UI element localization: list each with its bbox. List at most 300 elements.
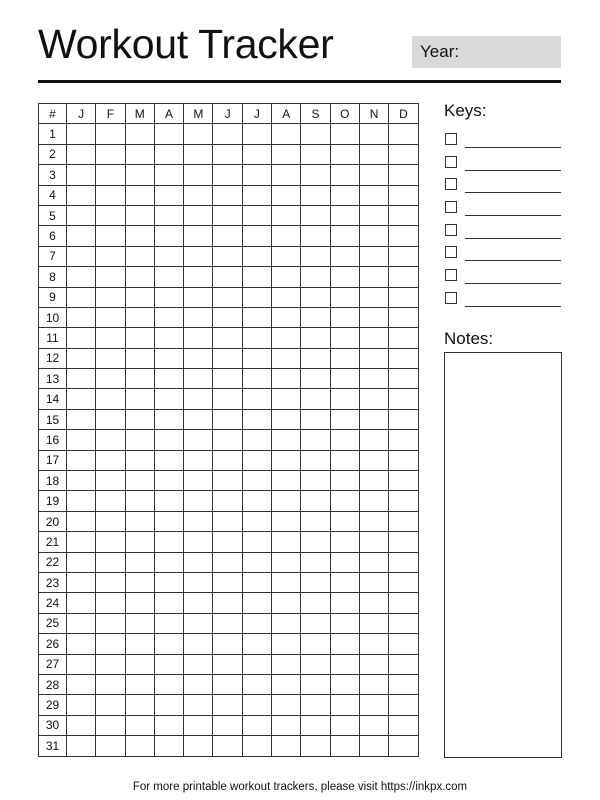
tracker-cell[interactable] — [184, 736, 213, 756]
tracker-cell[interactable] — [154, 613, 183, 633]
tracker-cell[interactable] — [184, 552, 213, 572]
tracker-cell[interactable] — [184, 348, 213, 368]
tracker-cell[interactable] — [389, 287, 418, 307]
tracker-cell[interactable] — [67, 471, 96, 491]
tracker-cell[interactable] — [389, 389, 418, 409]
tracker-cell[interactable] — [184, 715, 213, 735]
tracker-cell[interactable] — [359, 124, 388, 144]
key-checkbox[interactable] — [445, 224, 457, 236]
tracker-cell[interactable] — [359, 307, 388, 327]
tracker-cell[interactable] — [359, 552, 388, 572]
tracker-cell[interactable] — [301, 593, 330, 613]
tracker-cell[interactable] — [242, 450, 271, 470]
key-checkbox[interactable] — [445, 156, 457, 168]
tracker-cell[interactable] — [125, 369, 154, 389]
tracker-cell[interactable] — [330, 287, 359, 307]
tracker-cell[interactable] — [389, 511, 418, 531]
tracker-cell[interactable] — [67, 552, 96, 572]
tracker-cell[interactable] — [272, 736, 301, 756]
tracker-cell[interactable] — [389, 593, 418, 613]
tracker-cell[interactable] — [330, 511, 359, 531]
key-checkbox[interactable] — [445, 292, 457, 304]
tracker-cell[interactable] — [125, 185, 154, 205]
tracker-cell[interactable] — [301, 613, 330, 633]
tracker-cell[interactable] — [242, 409, 271, 429]
tracker-cell[interactable] — [184, 511, 213, 531]
tracker-cell[interactable] — [301, 124, 330, 144]
tracker-cell[interactable] — [242, 511, 271, 531]
tracker-cell[interactable] — [242, 389, 271, 409]
tracker-cell[interactable] — [301, 205, 330, 225]
tracker-cell[interactable] — [330, 491, 359, 511]
tracker-cell[interactable] — [213, 532, 242, 552]
tracker-cell[interactable] — [272, 348, 301, 368]
tracker-cell[interactable] — [125, 634, 154, 654]
tracker-cell[interactable] — [389, 634, 418, 654]
tracker-cell[interactable] — [154, 654, 183, 674]
tracker-cell[interactable] — [154, 674, 183, 694]
tracker-cell[interactable] — [213, 715, 242, 735]
tracker-cell[interactable] — [330, 695, 359, 715]
tracker-cell[interactable] — [154, 389, 183, 409]
tracker-cell[interactable] — [154, 736, 183, 756]
tracker-cell[interactable] — [359, 246, 388, 266]
tracker-cell[interactable] — [330, 267, 359, 287]
tracker-cell[interactable] — [389, 226, 418, 246]
tracker-cell[interactable] — [184, 205, 213, 225]
tracker-cell[interactable] — [67, 165, 96, 185]
tracker-cell[interactable] — [184, 572, 213, 592]
tracker-cell[interactable] — [184, 634, 213, 654]
tracker-cell[interactable] — [389, 532, 418, 552]
tracker-cell[interactable] — [272, 246, 301, 266]
tracker-cell[interactable] — [330, 634, 359, 654]
tracker-cell[interactable] — [359, 674, 388, 694]
tracker-cell[interactable] — [184, 491, 213, 511]
tracker-cell[interactable] — [213, 246, 242, 266]
tracker-cell[interactable] — [67, 593, 96, 613]
tracker-cell[interactable] — [301, 471, 330, 491]
tracker-cell[interactable] — [389, 348, 418, 368]
tracker-cell[interactable] — [359, 409, 388, 429]
tracker-cell[interactable] — [125, 307, 154, 327]
tracker-cell[interactable] — [359, 532, 388, 552]
tracker-cell[interactable] — [389, 736, 418, 756]
tracker-cell[interactable] — [330, 165, 359, 185]
tracker-cell[interactable] — [125, 205, 154, 225]
tracker-cell[interactable] — [301, 307, 330, 327]
tracker-cell[interactable] — [125, 267, 154, 287]
key-label-line[interactable] — [465, 283, 561, 284]
tracker-cell[interactable] — [67, 715, 96, 735]
tracker-cell[interactable] — [301, 491, 330, 511]
tracker-cell[interactable] — [389, 267, 418, 287]
tracker-cell[interactable] — [184, 593, 213, 613]
tracker-cell[interactable] — [213, 165, 242, 185]
tracker-cell[interactable] — [359, 205, 388, 225]
tracker-cell[interactable] — [301, 695, 330, 715]
tracker-cell[interactable] — [125, 654, 154, 674]
tracker-cell[interactable] — [96, 450, 125, 470]
tracker-cell[interactable] — [330, 552, 359, 572]
tracker-cell[interactable] — [184, 471, 213, 491]
tracker-cell[interactable] — [389, 695, 418, 715]
tracker-cell[interactable] — [184, 532, 213, 552]
tracker-cell[interactable] — [125, 736, 154, 756]
tracker-cell[interactable] — [301, 634, 330, 654]
tracker-cell[interactable] — [389, 205, 418, 225]
tracker-cell[interactable] — [242, 695, 271, 715]
tracker-cell[interactable] — [389, 613, 418, 633]
tracker-cell[interactable] — [96, 634, 125, 654]
tracker-cell[interactable] — [96, 613, 125, 633]
tracker-cell[interactable] — [272, 450, 301, 470]
tracker-cell[interactable] — [96, 165, 125, 185]
tracker-cell[interactable] — [301, 348, 330, 368]
tracker-cell[interactable] — [359, 226, 388, 246]
tracker-cell[interactable] — [242, 634, 271, 654]
key-label-line[interactable] — [465, 170, 561, 171]
tracker-cell[interactable] — [301, 165, 330, 185]
tracker-cell[interactable] — [242, 572, 271, 592]
tracker-cell[interactable] — [242, 287, 271, 307]
tracker-cell[interactable] — [389, 450, 418, 470]
tracker-cell[interactable] — [96, 511, 125, 531]
tracker-cell[interactable] — [330, 246, 359, 266]
key-label-line[interactable] — [465, 238, 561, 239]
tracker-cell[interactable] — [96, 226, 125, 246]
tracker-cell[interactable] — [213, 634, 242, 654]
tracker-cell[interactable] — [67, 430, 96, 450]
tracker-cell[interactable] — [184, 328, 213, 348]
tracker-cell[interactable] — [154, 491, 183, 511]
tracker-cell[interactable] — [272, 674, 301, 694]
tracker-cell[interactable] — [184, 165, 213, 185]
tracker-cell[interactable] — [242, 144, 271, 164]
tracker-cell[interactable] — [154, 348, 183, 368]
key-checkbox[interactable] — [445, 269, 457, 281]
tracker-cell[interactable] — [389, 246, 418, 266]
tracker-cell[interactable] — [272, 532, 301, 552]
tracker-cell[interactable] — [96, 695, 125, 715]
tracker-cell[interactable] — [301, 287, 330, 307]
tracker-cell[interactable] — [242, 348, 271, 368]
tracker-cell[interactable] — [213, 654, 242, 674]
tracker-cell[interactable] — [330, 471, 359, 491]
tracker-cell[interactable] — [154, 267, 183, 287]
tracker-cell[interactable] — [154, 552, 183, 572]
tracker-cell[interactable] — [184, 246, 213, 266]
tracker-cell[interactable] — [301, 532, 330, 552]
tracker-cell[interactable] — [213, 185, 242, 205]
tracker-cell[interactable] — [96, 430, 125, 450]
tracker-cell[interactable] — [359, 715, 388, 735]
tracker-cell[interactable] — [213, 348, 242, 368]
tracker-cell[interactable] — [67, 348, 96, 368]
tracker-cell[interactable] — [154, 572, 183, 592]
tracker-cell[interactable] — [272, 715, 301, 735]
tracker-cell[interactable] — [242, 430, 271, 450]
notes-area[interactable] — [444, 352, 562, 758]
tracker-cell[interactable] — [96, 246, 125, 266]
tracker-cell[interactable] — [272, 287, 301, 307]
tracker-cell[interactable] — [125, 695, 154, 715]
tracker-cell[interactable] — [96, 389, 125, 409]
key-checkbox[interactable] — [445, 246, 457, 258]
tracker-cell[interactable] — [242, 715, 271, 735]
tracker-cell[interactable] — [272, 307, 301, 327]
tracker-cell[interactable] — [125, 532, 154, 552]
tracker-cell[interactable] — [154, 124, 183, 144]
tracker-cell[interactable] — [330, 144, 359, 164]
tracker-cell[interactable] — [213, 450, 242, 470]
tracker-cell[interactable] — [389, 430, 418, 450]
tracker-cell[interactable] — [184, 124, 213, 144]
tracker-cell[interactable] — [301, 246, 330, 266]
tracker-cell[interactable] — [125, 144, 154, 164]
tracker-cell[interactable] — [242, 552, 271, 572]
tracker-cell[interactable] — [301, 552, 330, 572]
tracker-cell[interactable] — [184, 430, 213, 450]
tracker-cell[interactable] — [96, 552, 125, 572]
tracker-cell[interactable] — [154, 246, 183, 266]
tracker-cell[interactable] — [96, 369, 125, 389]
tracker-cell[interactable] — [359, 348, 388, 368]
tracker-cell[interactable] — [96, 715, 125, 735]
tracker-cell[interactable] — [242, 226, 271, 246]
tracker-cell[interactable] — [272, 165, 301, 185]
tracker-cell[interactable] — [67, 267, 96, 287]
tracker-cell[interactable] — [330, 715, 359, 735]
tracker-cell[interactable] — [125, 124, 154, 144]
tracker-cell[interactable] — [272, 328, 301, 348]
tracker-cell[interactable] — [184, 226, 213, 246]
tracker-cell[interactable] — [330, 328, 359, 348]
tracker-cell[interactable] — [154, 307, 183, 327]
tracker-cell[interactable] — [242, 307, 271, 327]
tracker-cell[interactable] — [272, 511, 301, 531]
tracker-cell[interactable] — [301, 511, 330, 531]
tracker-cell[interactable] — [213, 267, 242, 287]
tracker-cell[interactable] — [96, 124, 125, 144]
tracker-cell[interactable] — [213, 695, 242, 715]
tracker-cell[interactable] — [213, 613, 242, 633]
tracker-cell[interactable] — [154, 715, 183, 735]
tracker-cell[interactable] — [125, 389, 154, 409]
tracker-cell[interactable] — [154, 532, 183, 552]
tracker-cell[interactable] — [184, 695, 213, 715]
tracker-cell[interactable] — [242, 471, 271, 491]
tracker-cell[interactable] — [389, 369, 418, 389]
tracker-cell[interactable] — [242, 165, 271, 185]
tracker-cell[interactable] — [184, 287, 213, 307]
tracker-cell[interactable] — [272, 389, 301, 409]
key-label-line[interactable] — [465, 192, 561, 193]
tracker-cell[interactable] — [67, 532, 96, 552]
tracker-cell[interactable] — [154, 695, 183, 715]
tracker-cell[interactable] — [272, 430, 301, 450]
tracker-cell[interactable] — [125, 491, 154, 511]
tracker-cell[interactable] — [359, 511, 388, 531]
tracker-cell[interactable] — [67, 613, 96, 633]
tracker-cell[interactable] — [301, 736, 330, 756]
tracker-cell[interactable] — [389, 471, 418, 491]
tracker-cell[interactable] — [96, 572, 125, 592]
tracker-cell[interactable] — [96, 144, 125, 164]
tracker-cell[interactable] — [125, 593, 154, 613]
tracker-cell[interactable] — [330, 572, 359, 592]
tracker-cell[interactable] — [389, 124, 418, 144]
tracker-cell[interactable] — [67, 389, 96, 409]
tracker-cell[interactable] — [330, 674, 359, 694]
tracker-cell[interactable] — [213, 409, 242, 429]
tracker-cell[interactable] — [389, 328, 418, 348]
tracker-cell[interactable] — [242, 613, 271, 633]
tracker-cell[interactable] — [359, 736, 388, 756]
tracker-cell[interactable] — [242, 654, 271, 674]
tracker-cell[interactable] — [330, 226, 359, 246]
tracker-cell[interactable] — [272, 409, 301, 429]
tracker-cell[interactable] — [272, 634, 301, 654]
tracker-cell[interactable] — [96, 205, 125, 225]
tracker-cell[interactable] — [359, 593, 388, 613]
tracker-cell[interactable] — [301, 369, 330, 389]
tracker-cell[interactable] — [67, 409, 96, 429]
tracker-cell[interactable] — [67, 205, 96, 225]
tracker-cell[interactable] — [389, 572, 418, 592]
tracker-cell[interactable] — [330, 205, 359, 225]
tracker-cell[interactable] — [67, 226, 96, 246]
tracker-cell[interactable] — [154, 409, 183, 429]
tracker-cell[interactable] — [184, 409, 213, 429]
tracker-cell[interactable] — [67, 124, 96, 144]
tracker-cell[interactable] — [330, 389, 359, 409]
tracker-cell[interactable] — [96, 267, 125, 287]
tracker-cell[interactable] — [242, 593, 271, 613]
tracker-cell[interactable] — [125, 328, 154, 348]
tracker-cell[interactable] — [154, 226, 183, 246]
tracker-cell[interactable] — [154, 205, 183, 225]
tracker-cell[interactable] — [242, 674, 271, 694]
tracker-cell[interactable] — [213, 328, 242, 348]
tracker-cell[interactable] — [330, 124, 359, 144]
tracker-cell[interactable] — [67, 307, 96, 327]
tracker-cell[interactable] — [125, 409, 154, 429]
tracker-cell[interactable] — [242, 246, 271, 266]
tracker-cell[interactable] — [389, 552, 418, 572]
tracker-cell[interactable] — [184, 450, 213, 470]
tracker-cell[interactable] — [67, 674, 96, 694]
tracker-cell[interactable] — [96, 491, 125, 511]
tracker-cell[interactable] — [330, 450, 359, 470]
tracker-cell[interactable] — [330, 307, 359, 327]
tracker-cell[interactable] — [359, 491, 388, 511]
tracker-cell[interactable] — [96, 287, 125, 307]
tracker-cell[interactable] — [272, 613, 301, 633]
tracker-cell[interactable] — [184, 389, 213, 409]
tracker-cell[interactable] — [389, 185, 418, 205]
tracker-cell[interactable] — [301, 409, 330, 429]
tracker-cell[interactable] — [301, 674, 330, 694]
tracker-cell[interactable] — [242, 736, 271, 756]
tracker-cell[interactable] — [125, 450, 154, 470]
tracker-cell[interactable] — [301, 430, 330, 450]
key-checkbox[interactable] — [445, 201, 457, 213]
tracker-cell[interactable] — [96, 674, 125, 694]
tracker-cell[interactable] — [301, 328, 330, 348]
tracker-cell[interactable] — [67, 450, 96, 470]
tracker-cell[interactable] — [213, 471, 242, 491]
tracker-cell[interactable] — [359, 144, 388, 164]
tracker-cell[interactable] — [359, 287, 388, 307]
tracker-cell[interactable] — [272, 185, 301, 205]
tracker-cell[interactable] — [272, 267, 301, 287]
tracker-cell[interactable] — [389, 165, 418, 185]
tracker-cell[interactable] — [359, 450, 388, 470]
tracker-cell[interactable] — [67, 654, 96, 674]
tracker-cell[interactable] — [213, 430, 242, 450]
tracker-cell[interactable] — [301, 715, 330, 735]
tracker-cell[interactable] — [359, 328, 388, 348]
tracker-cell[interactable] — [154, 165, 183, 185]
tracker-cell[interactable] — [125, 246, 154, 266]
tracker-cell[interactable] — [67, 736, 96, 756]
tracker-cell[interactable] — [272, 205, 301, 225]
tracker-cell[interactable] — [242, 205, 271, 225]
tracker-cell[interactable] — [389, 654, 418, 674]
tracker-cell[interactable] — [272, 226, 301, 246]
tracker-cell[interactable] — [330, 348, 359, 368]
tracker-cell[interactable] — [154, 450, 183, 470]
tracker-cell[interactable] — [242, 491, 271, 511]
tracker-cell[interactable] — [330, 654, 359, 674]
tracker-cell[interactable] — [184, 613, 213, 633]
tracker-cell[interactable] — [154, 185, 183, 205]
tracker-cell[interactable] — [301, 144, 330, 164]
tracker-cell[interactable] — [359, 185, 388, 205]
tracker-cell[interactable] — [184, 369, 213, 389]
tracker-cell[interactable] — [96, 328, 125, 348]
tracker-cell[interactable] — [272, 491, 301, 511]
tracker-cell[interactable] — [67, 491, 96, 511]
tracker-cell[interactable] — [359, 389, 388, 409]
tracker-cell[interactable] — [213, 674, 242, 694]
tracker-cell[interactable] — [154, 369, 183, 389]
tracker-cell[interactable] — [67, 634, 96, 654]
tracker-cell[interactable] — [272, 552, 301, 572]
tracker-cell[interactable] — [359, 634, 388, 654]
tracker-cell[interactable] — [154, 471, 183, 491]
tracker-cell[interactable] — [272, 695, 301, 715]
tracker-cell[interactable] — [389, 307, 418, 327]
tracker-cell[interactable] — [330, 409, 359, 429]
key-label-line[interactable] — [465, 306, 561, 307]
tracker-cell[interactable] — [125, 715, 154, 735]
tracker-cell[interactable] — [272, 593, 301, 613]
tracker-cell[interactable] — [389, 409, 418, 429]
tracker-cell[interactable] — [359, 471, 388, 491]
tracker-cell[interactable] — [330, 430, 359, 450]
tracker-cell[interactable] — [330, 593, 359, 613]
tracker-cell[interactable] — [154, 328, 183, 348]
tracker-cell[interactable] — [213, 511, 242, 531]
tracker-cell[interactable] — [213, 369, 242, 389]
tracker-cell[interactable] — [389, 144, 418, 164]
tracker-cell[interactable] — [389, 715, 418, 735]
tracker-cell[interactable] — [184, 654, 213, 674]
key-checkbox[interactable] — [445, 133, 457, 145]
tracker-cell[interactable] — [67, 572, 96, 592]
